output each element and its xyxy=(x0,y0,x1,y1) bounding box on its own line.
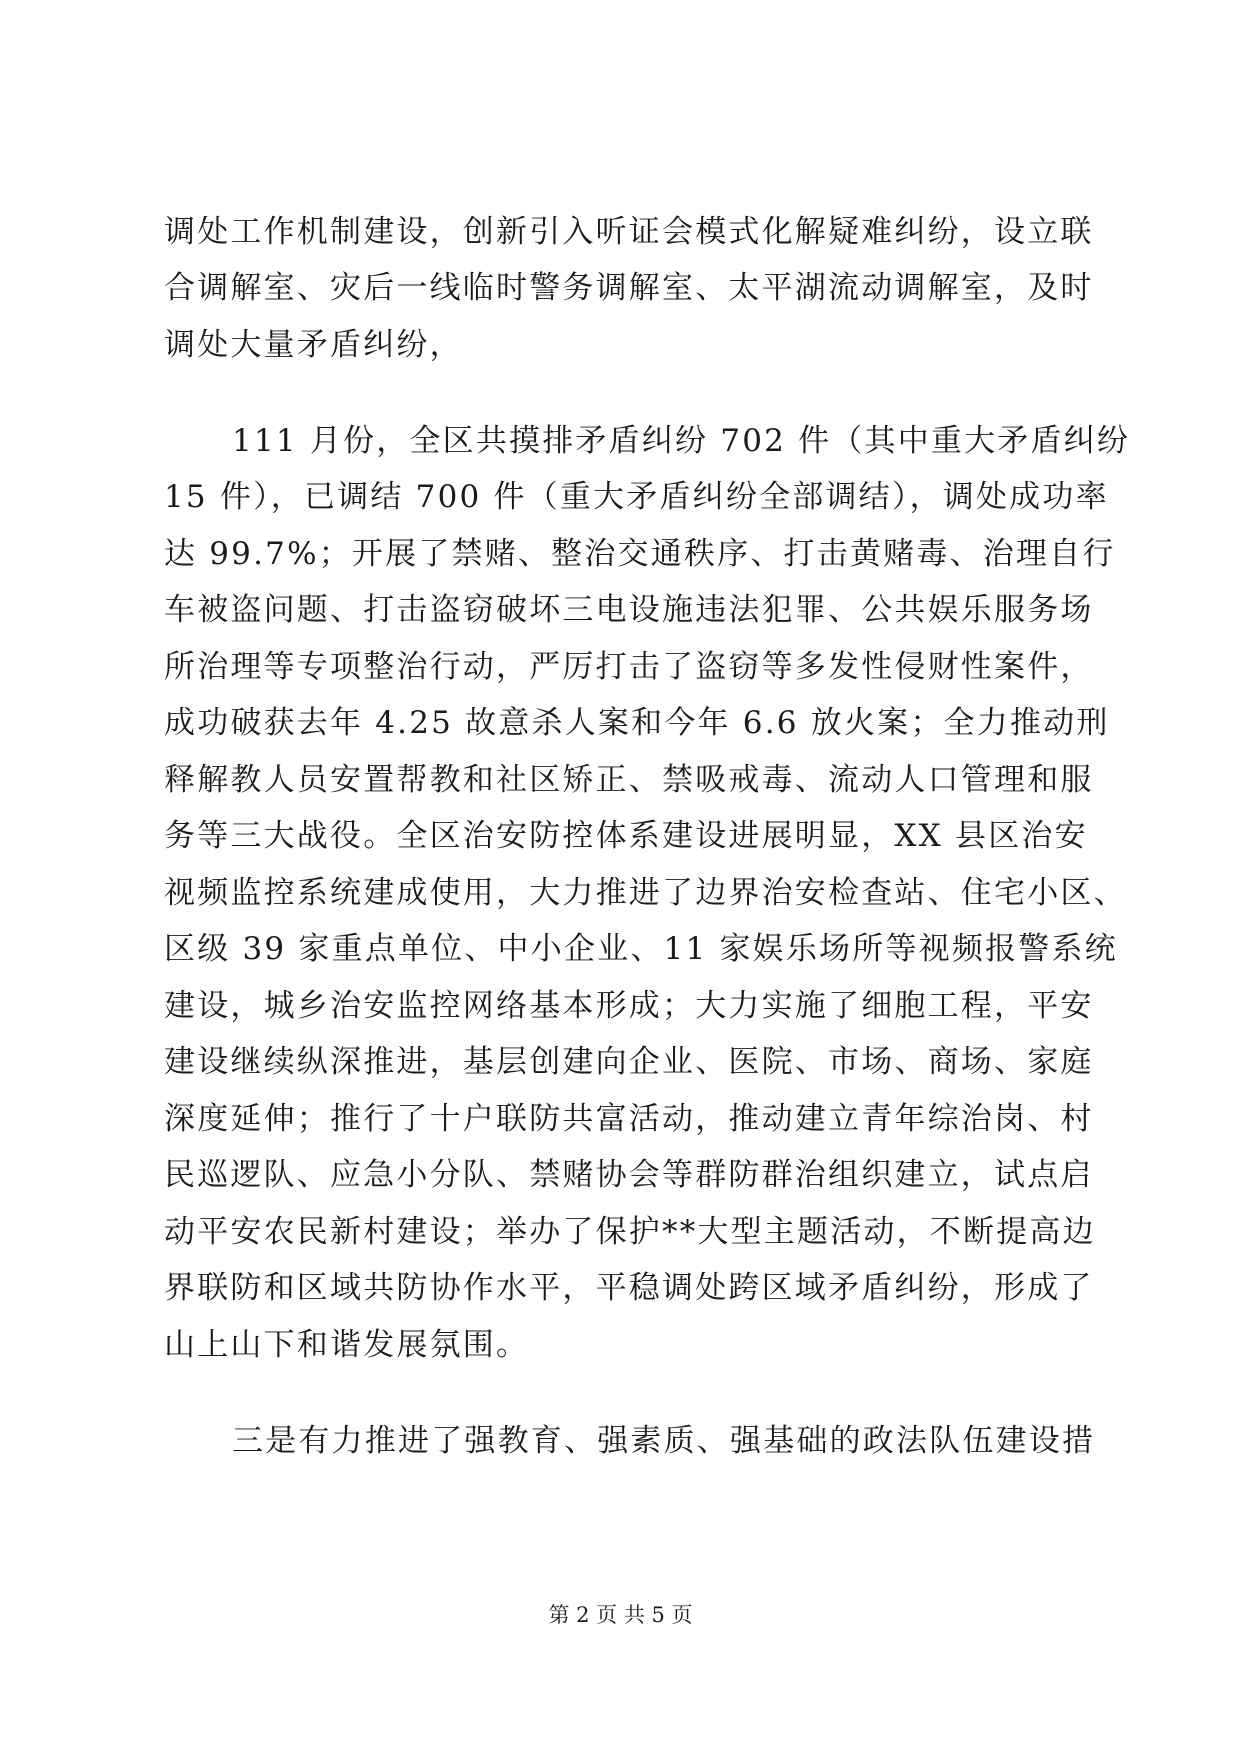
text-line: 调处工作机制建设，创新引入听证会模式化解疑难纠纷，设立联 xyxy=(164,214,1094,250)
text-line: 合调解室、灾后一线临时警务调解室、太平湖流动调解室，及时 xyxy=(164,270,1094,306)
text-line: 山上山下和谐发展氛围。 xyxy=(164,1327,530,1363)
text-line: 深度延伸；推行了十户联防共富活动，推动建立青年综治岗、村 xyxy=(164,1101,1094,1137)
text-line: 111 月份，全区共摸排矛盾纠纷 702 件（其中重大矛盾纠纷 xyxy=(232,423,1131,459)
text-line: 区级 39 家重点单位、中小企业、11 家娱乐场所等视频报警系统 xyxy=(164,931,1118,967)
text-line: 视频监控系统建成使用，大力推进了边界治安检查站、住宅小区、 xyxy=(164,875,1127,911)
text-line: 车被盗问题、打击盗窃破坏三电设施违法犯罪、公共娱乐服务场 xyxy=(164,592,1094,628)
text-line: 15 件），已调结 700 件（重大矛盾纠纷全部调结），调处成功率 xyxy=(164,479,1109,515)
page-number-footer: 第 2 页 共 5 页 xyxy=(548,1603,693,1627)
text-line: 民巡逻队、应急小分队、禁赌协会等群防群治组织建立，试点启 xyxy=(164,1157,1094,1193)
text-line: 达 99.7%；开展了禁赌、整治交通秩序、打击黄赌毒、治理自行 xyxy=(164,536,1116,572)
text-line: 务等三大战役。全区治安防控体系建设进展明显，XX 县区治安 xyxy=(164,818,1088,854)
text-line: 建设继续纵深推进，基层创建向企业、医院、市场、商场、家庭 xyxy=(164,1044,1094,1080)
text-line: 建设，城乡治安监控网络基本形成；大力实施了细胞工程，平安 xyxy=(164,988,1094,1024)
text-line: 动平安农民新村建设；举办了保护**大型主题活动，不断提高边 xyxy=(164,1214,1096,1250)
text-line: 所治理等专项整治行动，严厉打击了盗窃等多发性侵财性案件， xyxy=(164,649,1094,685)
text-line: 成功破获去年 4.25 故意杀人案和今年 6.6 放火案；全力推动刑 xyxy=(164,705,1110,741)
text-line: 界联防和区域共防协作水平，平稳调处跨区域矛盾纠纷，形成了 xyxy=(164,1270,1094,1306)
text-line: 释解教人员安置帮教和社区矫正、禁吸戒毒、流动人口管理和服 xyxy=(164,762,1094,798)
text-line: 调处大量矛盾纠纷， xyxy=(164,327,463,363)
text-line: 三是有力推进了强教育、强素质、强基础的政法队伍建设措 xyxy=(232,1423,1096,1459)
